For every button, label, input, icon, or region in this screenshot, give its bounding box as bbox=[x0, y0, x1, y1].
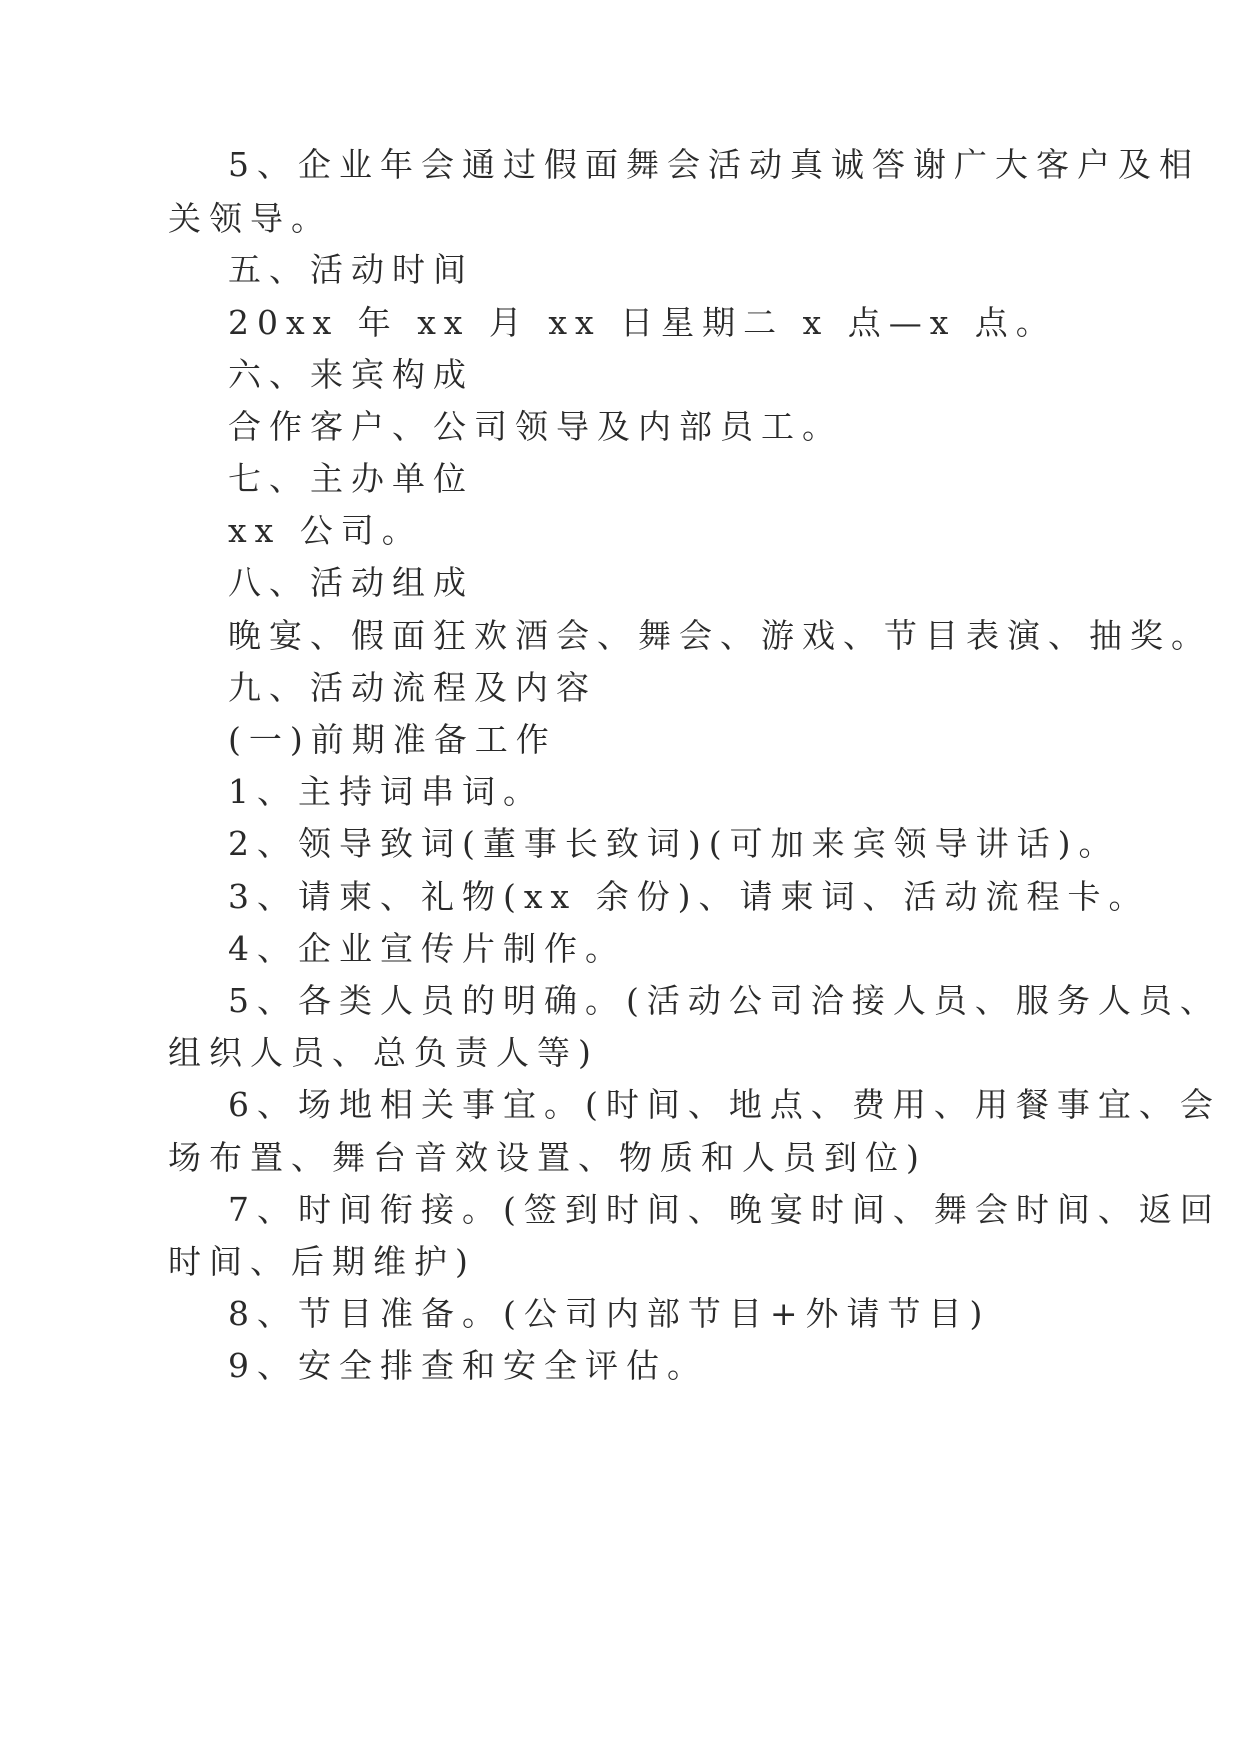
list-item-3: 3、请柬、礼物(xx 余份)、请柬词、活动流程卡。 bbox=[228, 877, 1150, 916]
list-item-9: 9、安全排查和安全评估。 bbox=[228, 1346, 708, 1385]
section-heading-guests: 六、来宾构成 bbox=[228, 355, 474, 394]
text-line-organizer: xx 公司。 bbox=[228, 511, 423, 550]
list-item-6-part2: 场布置、舞台音效设置、物质和人员到位) bbox=[168, 1138, 927, 1177]
list-item-4: 4、企业宣传片制作。 bbox=[228, 929, 626, 968]
list-item-8: 8、节目准备。(公司内部节目+外请节目) bbox=[228, 1294, 991, 1333]
list-item-5-part1: 5、各类人员的明确。(活动公司洽接人员、服务人员、 bbox=[228, 981, 1221, 1020]
text-line-composition: 晚宴、假面狂欢酒会、舞会、游戏、节目表演、抽奖。 bbox=[228, 616, 1212, 655]
list-item-6-part1: 6、场地相关事宜。(时间、地点、费用、用餐事宜、会 bbox=[228, 1085, 1221, 1124]
section-heading-process: 九、活动流程及内容 bbox=[228, 668, 597, 707]
text-line-item5-part1: 5、企业年会通过假面舞会活动真诚答谢广大客户及相 bbox=[228, 145, 1200, 184]
section-heading-organizer: 七、主办单位 bbox=[228, 459, 474, 498]
list-item-1: 1、主持词串词。 bbox=[228, 772, 544, 811]
text-line-item5-part2: 关领导。 bbox=[168, 199, 332, 238]
section-heading-composition: 八、活动组成 bbox=[228, 563, 474, 602]
list-item-7-part1: 7、时间衔接。(签到时间、晚宴时间、舞会时间、返回 bbox=[228, 1190, 1221, 1229]
list-item-2: 2、领导致词(董事长致词)(可加来宾领导讲话)。 bbox=[228, 824, 1120, 863]
section-heading-activity-time: 五、活动时间 bbox=[228, 250, 474, 289]
list-item-5-part2: 组织人员、总负责人等) bbox=[168, 1033, 599, 1072]
subsection-heading-preparation: (一)前期准备工作 bbox=[228, 720, 557, 759]
text-line-guests: 合作客户、公司领导及内部员工。 bbox=[228, 407, 843, 446]
text-line-activity-time: 20xx 年 xx 月 xx 日星期二 x 点—x 点。 bbox=[228, 303, 1057, 342]
list-item-7-part2: 时间、后期维护) bbox=[168, 1242, 476, 1281]
